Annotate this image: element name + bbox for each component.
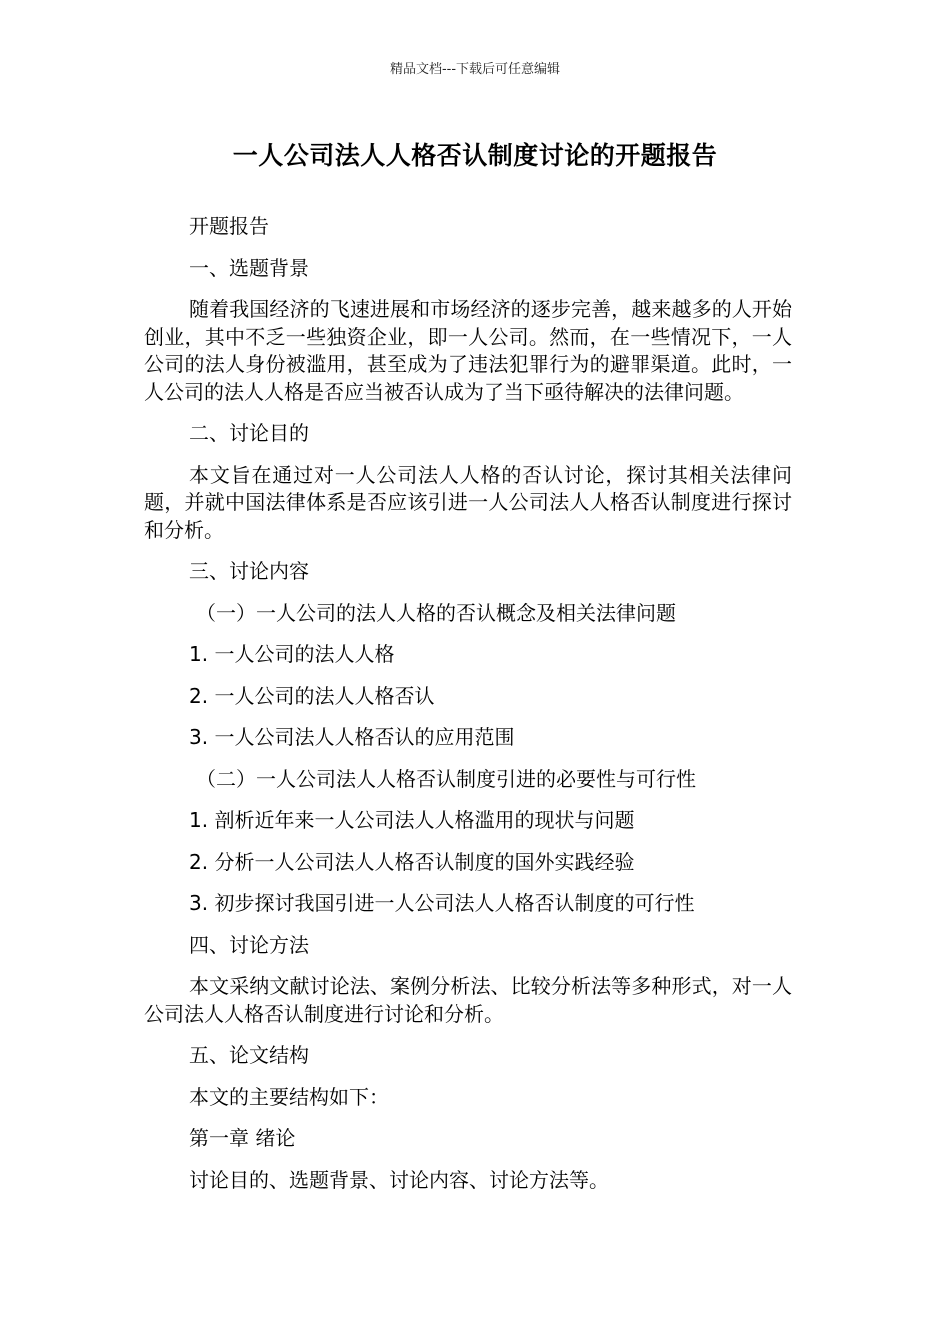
section-heading-structure: 五、论文结构	[189, 1043, 309, 1067]
section-label-report: 开题报告	[189, 214, 269, 238]
section-heading-background: 一、选题背景	[189, 255, 309, 280]
paragraph-method: 本文采纳文献讨论法、案例分析法、比较分析法等多种形式，对一人公司法人人格否认制度进行讨论和分析。	[144, 974, 792, 1026]
page-header-note: 精品文档---下载后可任意编辑	[389, 62, 561, 77]
paragraph-chapter-1: 讨论目的、选题背景、讨论内容、讨论方法等。	[189, 1167, 609, 1192]
paragraph-background: 随着我国经济的飞速进展和市场经济的逐步完善，越来越多的人开始创业，其中不乏一些独资企业，即一人公司。然而，在一些情况下，一人公司的法人身份被滥用，甚至成为了违法犯罪行为的避罪渠道。此时，一人公司的法人人格是否应当被否认成为了当下亟待解决的法律问题。	[144, 297, 792, 404]
paragraph-purpose: 本文旨在通过对一人公司法人人格的否认讨论，探讨其相关法律问题，并就中国法律体系是否应该引进一人公司法人人格否认制度进行探讨和分析。	[144, 462, 792, 542]
list-item: 3. 初步探讨我国引进一人公司法人人格否认制度的可行性	[189, 891, 695, 915]
section-heading-method: 四、讨论方法	[189, 932, 309, 957]
subsection-heading-2: （二）一人公司法人人格否认制度引进的必要性与可行性	[196, 766, 696, 791]
list-item: 2. 分析一人公司法人人格否认制度的国外实践经验	[189, 849, 635, 874]
paragraph-structure-intro: 本文的主要结构如下：	[189, 1084, 389, 1109]
section-heading-content: 三、讨论内容	[189, 559, 309, 583]
list-item: 2. 一人公司的法人人格否认	[189, 683, 435, 708]
list-item: 3. 一人公司法人人格否认的应用范围	[189, 725, 515, 749]
list-item: 1. 一人公司的法人人格	[189, 642, 395, 666]
list-item: 1. 剖析近年来一人公司法人人格滥用的现状与问题	[189, 808, 635, 832]
document-title: 一人公司法人人格否认制度讨论的开题报告	[232, 141, 718, 170]
subsection-heading-1: （一）一人公司的法人人格的否认概念及相关法律问题	[196, 600, 676, 625]
chapter-heading-1: 第一章 绪论	[189, 1126, 296, 1150]
section-heading-purpose: 二、讨论目的	[189, 421, 309, 445]
document-body	[144, 213, 792, 1208]
